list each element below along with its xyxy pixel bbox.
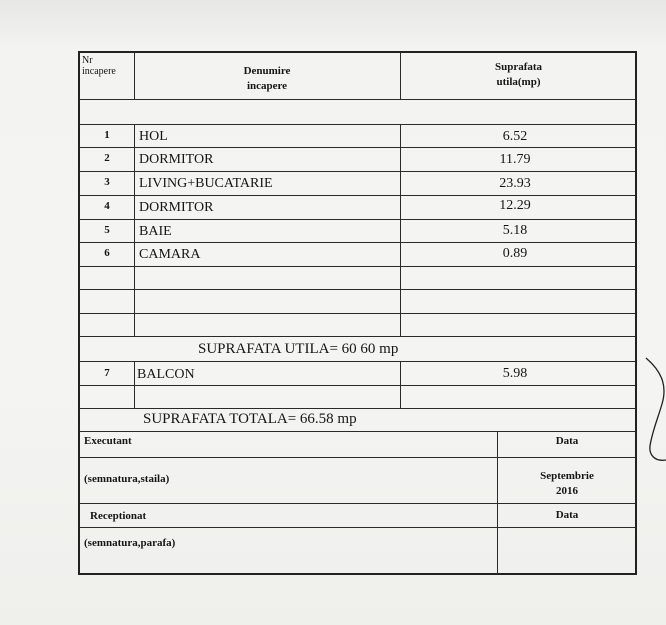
header-name-line2: incapere: [246, 80, 288, 92]
date-year: 2016: [556, 485, 578, 497]
room-nr: 7: [104, 367, 110, 379]
room-name: BAIE: [139, 224, 172, 239]
row-divider: [79, 503, 636, 504]
col-divider: [497, 431, 498, 575]
row-divider: [79, 385, 636, 386]
room-name: LIVING+BUCATARIE: [139, 176, 273, 191]
col-divider: [400, 52, 401, 100]
row-divider: [79, 361, 636, 362]
room-area: 0.89: [502, 246, 528, 261]
row-divider: [79, 219, 636, 220]
header-area-line2: utila(mp): [496, 76, 541, 88]
room-nr: 2: [104, 152, 110, 164]
row-divider: [79, 195, 636, 196]
room-name: DORMITOR: [139, 152, 214, 167]
room-area: 5.98: [502, 366, 528, 381]
row-divider: [79, 171, 636, 172]
room-area: 11.79: [499, 152, 531, 167]
header-area-line1: Suprafata: [494, 61, 543, 73]
room-area: 6.52: [502, 129, 528, 144]
room-name: DORMITOR: [139, 200, 214, 215]
handwritten-signature: [638, 350, 666, 470]
row-divider: [79, 457, 636, 458]
room-name: CAMARA: [139, 247, 201, 262]
executant-label: Executant: [84, 435, 132, 447]
subtotal-label: SUPRAFATA UTILA= 60 60 mp: [198, 341, 399, 357]
row-divider: [79, 124, 636, 125]
room-area: 12.29: [499, 198, 531, 213]
date-label: Data: [555, 435, 579, 447]
row-divider: [79, 266, 636, 267]
receptionat-label: Receptionat: [90, 510, 147, 522]
room-nr: 5: [104, 224, 110, 236]
row-divider: [79, 408, 636, 409]
row-divider: [79, 147, 636, 148]
header-name-line1: Denumire: [243, 65, 291, 77]
row-divider: [79, 99, 636, 100]
row-divider: [79, 527, 636, 528]
room-nr: 6: [104, 247, 110, 259]
row-divider: [79, 336, 636, 337]
row-divider: [79, 289, 636, 290]
row-divider: [79, 242, 636, 243]
room-area: 5.18: [502, 223, 528, 238]
room-nr: 4: [104, 200, 110, 212]
room-nr: 1: [104, 129, 110, 141]
row-divider: [79, 313, 636, 314]
date-month: Septembrie: [540, 470, 594, 482]
executant-signature-field: (semnatura,staila): [84, 473, 170, 485]
room-name: HOL: [139, 129, 168, 144]
receptionat-signature-field: (semnatura,parafa): [84, 537, 176, 549]
total-label: SUPRAFATA TOTALA= 66.58 mp: [143, 411, 357, 427]
header-nr: Nr incapere: [82, 55, 116, 77]
room-area: 23.93: [499, 176, 531, 191]
room-name: BALCON: [137, 367, 195, 382]
row-divider: [79, 431, 636, 432]
date-label-2: Data: [555, 509, 579, 521]
room-nr: 3: [104, 176, 110, 188]
